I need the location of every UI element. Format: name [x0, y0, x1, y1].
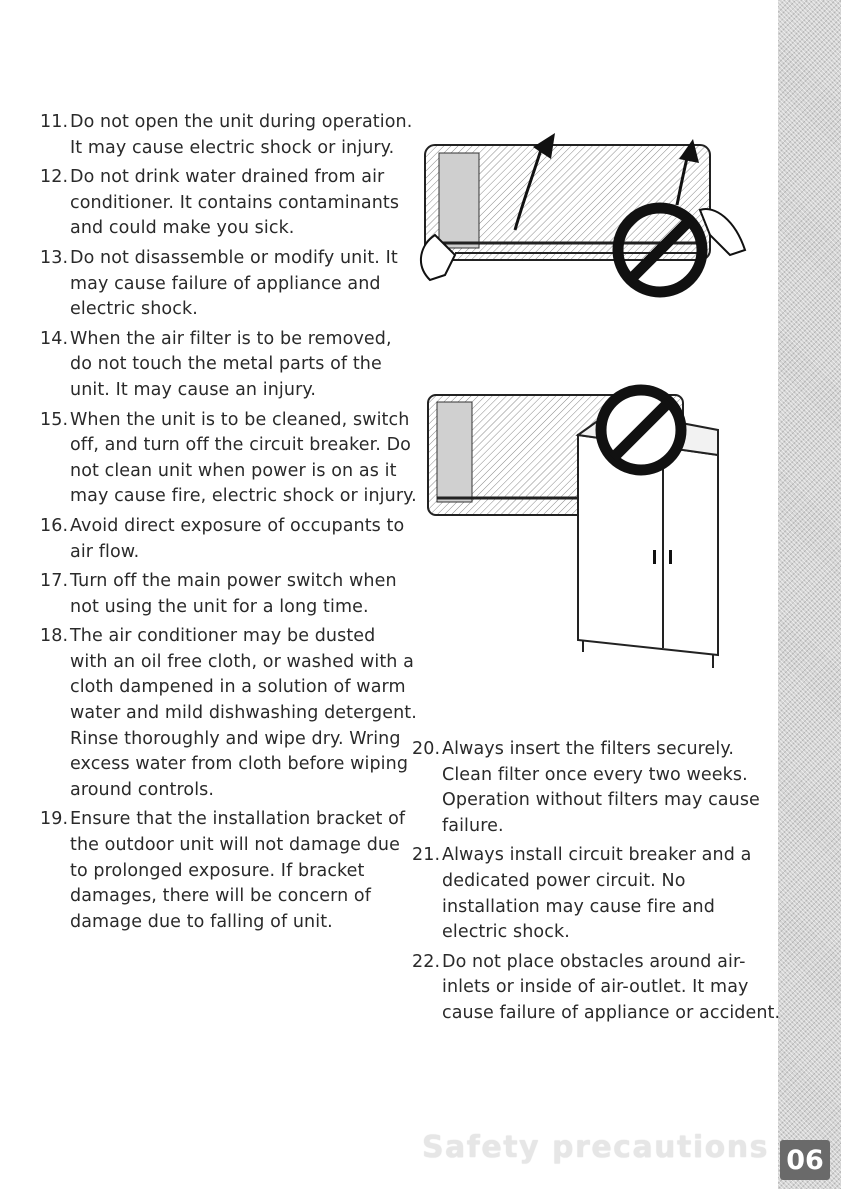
list-item: 16. Avoid direct exposure of occupants to air flow.: [40, 515, 405, 562]
prohibited-obstacle-illustration: [423, 380, 723, 680]
list-item: 21. Always install circuit breaker and a dedicated power circuit. No installation may cause fire and electric shock.: [412, 845, 752, 943]
list-item: 14. When the air filter is to be removed, do not touch the metal parts of the unit. It may cause an injury.: [40, 328, 392, 400]
list-item: 22. Do not place obstacles around air-inlets or inside of air-outlet. It may cause failure of appliance or accident.: [412, 951, 781, 1023]
list-item: 19. Ensure that the installation bracket of the outdoor unit will not damage due to prolonged exposure. If bracket damages, there will be concern of damage due to falling of unit.: [40, 809, 406, 932]
list-item: 13. Do not disassemble or modify unit. It may cause failure of appliance and electric shock.: [40, 247, 398, 320]
list-item: 20. Always insert the filters securely. Clean filter once every two weeks. Operation without filters may cause failure.: [412, 739, 760, 836]
safety-list-left: [40, 110, 418, 939]
section-title: Safety precautions: [421, 1130, 769, 1165]
list-item: 18. The air conditioner may be dusted with an oil free cloth, or washed with a cloth dampened in a solution of warm water and mild dishwashing detergent. Rinse thoroughly and wipe dry. Wring excess water from cloth before wiping around controls.: [40, 626, 417, 800]
decorative-sidebar: [778, 0, 841, 1189]
list-item: 15. When the unit is to be cleaned, switch off, and turn off the circuit breaker. Do not clean unit when power is on as it may cause fire, electric shock or injury.: [40, 409, 417, 507]
list-item: 11. Do not open the unit during operation. It may cause electric shock or injury.: [40, 112, 413, 158]
list-item: 12. Do not drink water drained from air conditioner. It contains contaminants and could make you sick.: [40, 167, 400, 239]
page-number-badge: 06: [780, 1140, 830, 1180]
safety-list-right: [412, 737, 782, 1031]
prohibited-open-unit-illustration: [415, 125, 760, 305]
list-item: 17. Turn off the main power switch when not using the unit for a long time.: [40, 571, 397, 617]
